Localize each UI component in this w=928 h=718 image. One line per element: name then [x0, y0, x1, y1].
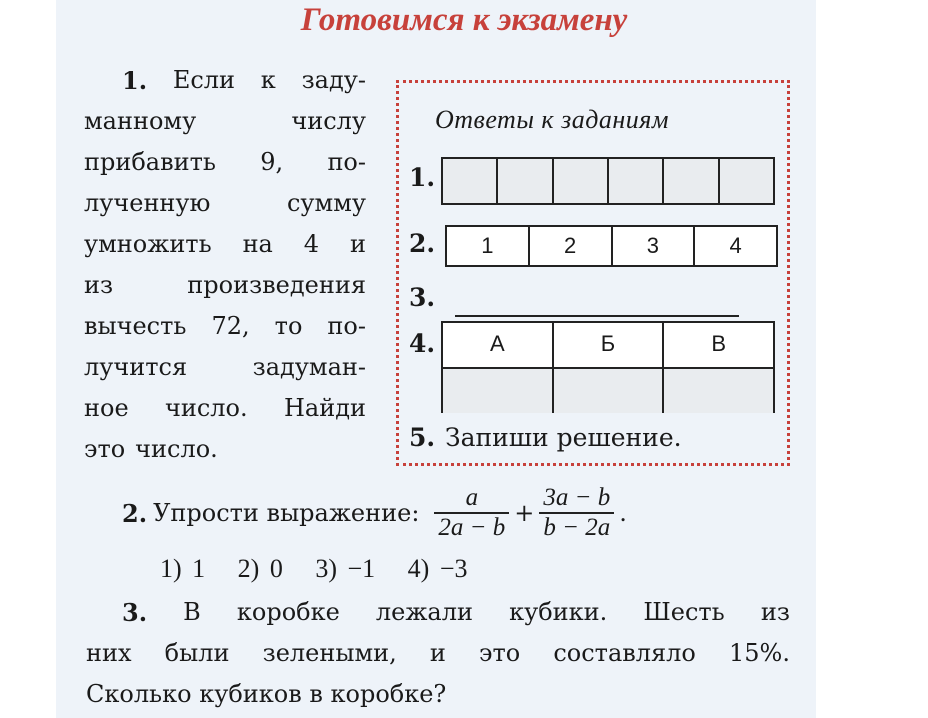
task-3-word: кубики.: [509, 598, 608, 626]
fraction-2: [539, 484, 614, 542]
answer-4-input-row: [443, 367, 773, 413]
task-3-word: зелеными,: [262, 639, 397, 667]
task-1-line: [84, 265, 366, 306]
task-3-number: 3.: [122, 598, 148, 627]
task-1-word: ное: [84, 394, 129, 422]
answer-cell[interactable]: [554, 159, 609, 203]
answer-cell[interactable]: [443, 159, 498, 203]
answer-2-choices: [445, 225, 778, 267]
fraction-1: [434, 484, 509, 542]
task-1-word: сумму: [286, 189, 366, 217]
task-2-number: 2.: [122, 498, 148, 528]
answer-cell[interactable]: [554, 369, 665, 413]
answer-4-table: [441, 321, 775, 413]
answers-heading: Ответы к заданиям: [435, 105, 669, 134]
answer-5-text: Запиши решение.: [445, 423, 682, 452]
task-1-word: из: [84, 271, 114, 299]
task-3-word: и: [429, 639, 446, 667]
answer-cell[interactable]: [664, 369, 773, 413]
answers-box: [396, 80, 790, 466]
task-1-word: по-: [327, 312, 366, 340]
fraction-1-denominator: 2a − b: [434, 512, 509, 542]
task-3-word: В: [183, 598, 201, 626]
task-1-word: задуман-: [252, 353, 366, 381]
task-2-options: [160, 554, 490, 584]
task-1-word: 9,: [260, 148, 284, 176]
task-1-word: умножить: [84, 230, 212, 258]
option[interactable]: 2) 0: [237, 554, 283, 583]
option[interactable]: 1) 1: [160, 554, 206, 583]
fraction-2-numerator: 3a − b: [543, 484, 611, 511]
task-3-word: лежали: [375, 598, 473, 626]
answer-choice-cell[interactable]: 3: [613, 227, 696, 265]
answer-3-line[interactable]: [455, 315, 739, 317]
task-2-text: Упрости выражение:: [153, 499, 420, 527]
task-3-word: 15%.: [729, 639, 790, 667]
answer-4-header: А: [443, 323, 554, 367]
answer-1-cells: [441, 157, 775, 205]
option[interactable]: 4) −3: [407, 554, 468, 583]
task-1-word: Найди: [283, 394, 366, 422]
task-1-word: манному: [84, 107, 197, 135]
answer-4-header: В: [711, 331, 727, 356]
answer-cell[interactable]: [443, 369, 554, 413]
task-1-word: число.: [165, 394, 248, 422]
task-1-word: числу: [291, 107, 366, 135]
task-1-word: и: [349, 230, 366, 258]
fraction-1-numerator: a: [465, 484, 479, 511]
task-2: [122, 484, 629, 542]
answer-row-label: 3.: [409, 283, 436, 312]
task-1-word: на: [242, 230, 273, 258]
fraction-2-denominator: b − 2a: [539, 512, 614, 542]
task-3-word: Сколько кубиков в коробке?: [86, 680, 447, 708]
answer-4-header-row: [443, 323, 773, 367]
task-1-word: лучится: [84, 353, 188, 381]
answer-cell[interactable]: [609, 159, 664, 203]
task-3-line: [86, 674, 790, 715]
plus-sign: +: [514, 499, 535, 527]
task-3-line: [86, 633, 790, 674]
task-3-line: [86, 592, 790, 633]
task-3-word: коробке: [236, 598, 340, 626]
task-1-number: 1.: [122, 66, 148, 95]
period: .: [619, 499, 627, 527]
task-1-line: [84, 224, 366, 265]
task-3-word: составляло: [553, 639, 696, 667]
task-1-line: [84, 306, 366, 347]
answer-cell[interactable]: [720, 159, 773, 203]
task-1: [84, 60, 366, 470]
task-1-line: [84, 60, 366, 101]
task-1-word: произведения: [187, 271, 366, 299]
answer-row-label: 5.: [409, 423, 436, 452]
task-1-word: прибавить: [84, 148, 216, 176]
task-3: [86, 592, 790, 715]
task-1-word: вычесть: [84, 312, 187, 340]
answer-cell[interactable]: [498, 159, 553, 203]
answer-choice-cell[interactable]: 4: [729, 233, 742, 258]
task-3-word: них: [86, 639, 132, 667]
answer-choice-cell[interactable]: 1: [447, 227, 530, 265]
task-1-word: 4: [303, 230, 320, 258]
answer-choice-cell[interactable]: 2: [530, 227, 613, 265]
answer-cell[interactable]: [664, 159, 719, 203]
task-3-word: это: [479, 639, 521, 667]
task-1-line: [84, 429, 366, 470]
task-1-word: к: [260, 66, 276, 94]
answer-4-header: Б: [554, 323, 665, 367]
task-3-word: из: [760, 598, 790, 626]
task-1-word: лученную: [84, 189, 211, 217]
page-title: Готовимся к экзамену: [300, 2, 628, 38]
task-1-word: заду-: [301, 66, 366, 94]
task-1-word: по-: [327, 148, 366, 176]
task-1-line: [84, 183, 366, 224]
task-3-word: были: [164, 639, 230, 667]
task-1-line: [84, 101, 366, 142]
task-1-word: это: [84, 435, 126, 463]
task-1-word: число.: [135, 435, 218, 463]
task-1-word: Если: [172, 66, 236, 94]
answer-row-label: 1.: [409, 163, 436, 192]
answer-row-label: 2.: [409, 229, 436, 258]
task-1-line: [84, 347, 366, 388]
task-1-word: то: [274, 312, 303, 340]
task-1-word: 72,: [211, 312, 250, 340]
answer-row-label: 4.: [409, 329, 436, 358]
task-1-line: [84, 388, 366, 429]
task-3-word: Шесть: [643, 598, 725, 626]
task-1-line: [84, 142, 366, 183]
option[interactable]: 3) −1: [315, 554, 376, 583]
